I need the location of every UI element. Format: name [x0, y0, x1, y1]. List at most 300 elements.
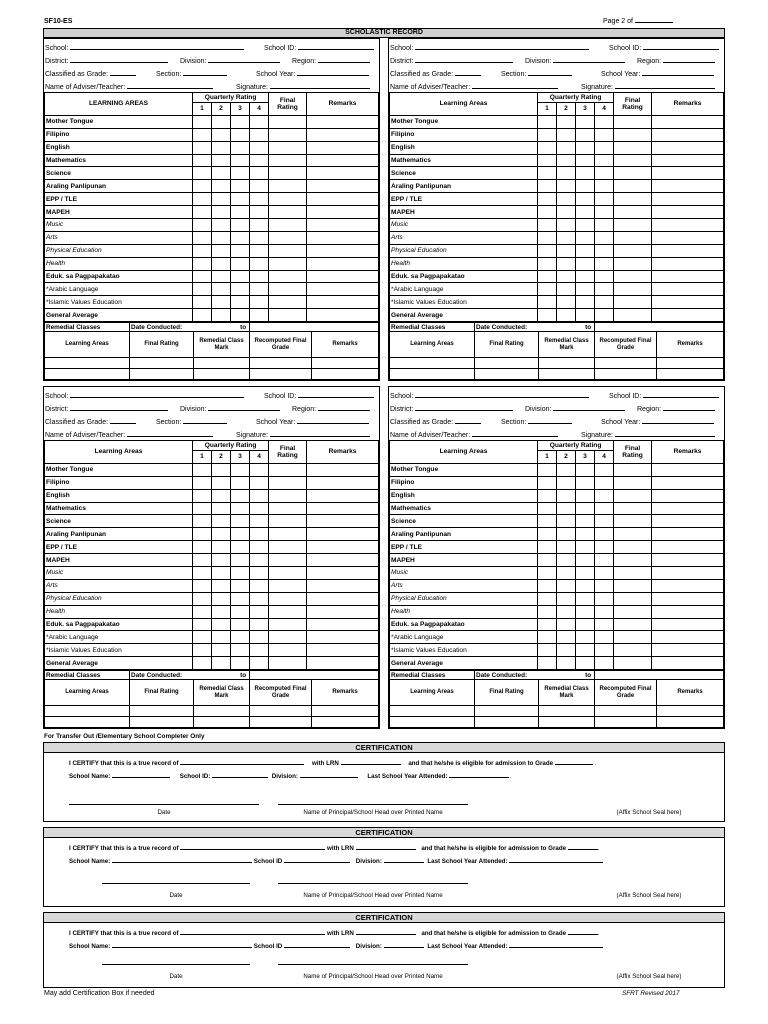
q2-cell[interactable]	[212, 592, 231, 605]
q3-cell[interactable]	[576, 167, 595, 180]
q3-cell[interactable]	[231, 579, 250, 592]
q2-cell[interactable]	[212, 528, 231, 541]
final-rating-cell[interactable]	[269, 631, 307, 644]
q1-cell[interactable]	[193, 592, 212, 605]
grade-field[interactable]	[110, 417, 136, 424]
q4-cell[interactable]	[250, 154, 269, 167]
q2-cell[interactable]	[212, 154, 231, 167]
remarks-cell[interactable]	[307, 296, 379, 309]
q1-cell[interactable]	[193, 270, 212, 283]
rem-cell[interactable]	[390, 706, 475, 717]
lrn-field[interactable]	[341, 759, 401, 765]
final-rating-cell[interactable]	[269, 605, 307, 618]
q1-cell[interactable]	[538, 605, 557, 618]
final-rating-cell[interactable]	[269, 231, 307, 244]
q4-cell[interactable]	[250, 141, 269, 154]
final-rating-cell[interactable]	[614, 554, 652, 567]
q1-cell[interactable]	[193, 644, 212, 657]
q4-cell[interactable]	[595, 257, 614, 270]
q2-cell[interactable]	[212, 244, 231, 257]
division-field[interactable]	[553, 56, 625, 63]
rem-cell[interactable]	[539, 717, 595, 728]
grade-admission-field[interactable]	[568, 929, 598, 935]
q4-cell[interactable]	[250, 244, 269, 257]
final-rating-cell[interactable]	[614, 270, 652, 283]
q1-cell[interactable]	[538, 554, 557, 567]
rem-cell[interactable]	[657, 706, 724, 717]
final-rating-cell[interactable]	[269, 579, 307, 592]
remarks-cell[interactable]	[652, 644, 724, 657]
remarks-cell[interactable]	[652, 541, 724, 554]
q2-cell[interactable]	[212, 270, 231, 283]
q2-cell[interactable]	[557, 296, 576, 309]
q2-cell[interactable]	[557, 180, 576, 193]
school-year-field[interactable]	[297, 417, 369, 424]
grade-field[interactable]	[110, 69, 136, 76]
remarks-cell[interactable]	[307, 283, 379, 296]
final-rating-cell[interactable]	[614, 541, 652, 554]
q3-cell[interactable]	[576, 592, 595, 605]
rem-cell[interactable]	[475, 717, 539, 728]
final-rating-cell[interactable]	[269, 296, 307, 309]
q3-cell[interactable]	[576, 605, 595, 618]
q3-cell[interactable]	[576, 154, 595, 167]
remarks-cell[interactable]	[652, 128, 724, 141]
q1-cell[interactable]	[538, 128, 557, 141]
rem-cell[interactable]	[45, 706, 130, 717]
remarks-cell[interactable]	[652, 528, 724, 541]
q1-cell[interactable]	[538, 528, 557, 541]
q3-cell[interactable]	[576, 141, 595, 154]
q2-cell[interactable]	[557, 193, 576, 206]
rem-cell[interactable]	[595, 358, 657, 369]
q2-cell[interactable]	[557, 244, 576, 257]
q4-cell[interactable]	[250, 541, 269, 554]
q4-cell[interactable]	[250, 554, 269, 567]
rem-cell[interactable]	[390, 358, 475, 369]
final-rating-cell[interactable]	[614, 592, 652, 605]
q2-cell[interactable]	[212, 180, 231, 193]
q2-cell[interactable]	[557, 605, 576, 618]
q2-cell[interactable]	[557, 579, 576, 592]
rem-cell[interactable]	[595, 717, 657, 728]
final-rating-cell[interactable]	[269, 476, 307, 489]
final-rating-cell[interactable]	[614, 257, 652, 270]
q3-cell[interactable]	[231, 592, 250, 605]
rem-cell[interactable]	[130, 369, 194, 380]
q4-cell[interactable]	[595, 541, 614, 554]
q2-cell[interactable]	[212, 193, 231, 206]
cert-last-sy-field[interactable]	[449, 772, 509, 778]
signature-field[interactable]	[270, 430, 370, 437]
rem-cell[interactable]	[539, 706, 595, 717]
q3-cell[interactable]	[576, 463, 595, 476]
q4-cell[interactable]	[250, 193, 269, 206]
final-rating-cell[interactable]	[614, 167, 652, 180]
q3-cell[interactable]	[231, 502, 250, 515]
q3-cell[interactable]	[576, 541, 595, 554]
remarks-cell[interactable]	[307, 115, 379, 128]
principal-signature-line[interactable]	[278, 964, 468, 965]
q1-cell[interactable]	[193, 541, 212, 554]
q2-cell[interactable]	[212, 463, 231, 476]
cert-school-name-field[interactable]	[112, 857, 252, 863]
remarks-cell[interactable]	[307, 128, 379, 141]
q4-cell[interactable]	[595, 180, 614, 193]
q3-cell[interactable]	[576, 193, 595, 206]
final-rating-cell[interactable]	[614, 605, 652, 618]
q3-cell[interactable]	[231, 141, 250, 154]
final-rating-cell[interactable]	[269, 644, 307, 657]
q2-cell[interactable]	[557, 489, 576, 502]
q3-cell[interactable]	[576, 476, 595, 489]
q2-cell[interactable]	[557, 644, 576, 657]
q3-cell[interactable]	[231, 309, 250, 322]
remarks-cell[interactable]	[307, 541, 379, 554]
final-rating-cell[interactable]	[614, 579, 652, 592]
q3-cell[interactable]	[231, 167, 250, 180]
q4-cell[interactable]	[250, 180, 269, 193]
final-rating-cell[interactable]	[614, 244, 652, 257]
remarks-cell[interactable]	[652, 502, 724, 515]
remarks-cell[interactable]	[307, 592, 379, 605]
division-field[interactable]	[553, 404, 625, 411]
q1-cell[interactable]	[538, 463, 557, 476]
learner-name-field[interactable]	[180, 759, 304, 765]
school-id-field[interactable]	[298, 43, 374, 50]
q2-cell[interactable]	[557, 141, 576, 154]
q3-cell[interactable]	[576, 489, 595, 502]
remarks-cell[interactable]	[652, 296, 724, 309]
q2-cell[interactable]	[212, 618, 231, 631]
section-field[interactable]	[183, 69, 227, 76]
rem-cell[interactable]	[250, 706, 312, 717]
q1-cell[interactable]	[538, 219, 557, 232]
remarks-cell[interactable]	[307, 270, 379, 283]
q4-cell[interactable]	[595, 231, 614, 244]
cert-school-name-field[interactable]	[112, 942, 252, 948]
date-signature-line[interactable]	[102, 964, 250, 965]
q4-cell[interactable]	[595, 193, 614, 206]
remarks-cell[interactable]	[307, 180, 379, 193]
q4-cell[interactable]	[250, 605, 269, 618]
remarks-cell[interactable]	[307, 579, 379, 592]
remarks-cell[interactable]	[307, 618, 379, 631]
section-field[interactable]	[528, 69, 572, 76]
q2-cell[interactable]	[212, 657, 231, 670]
q2-cell[interactable]	[557, 657, 576, 670]
q1-cell[interactable]	[193, 231, 212, 244]
rem-cell[interactable]	[45, 358, 130, 369]
q3-cell[interactable]	[576, 502, 595, 515]
q1-cell[interactable]	[193, 309, 212, 322]
q2-cell[interactable]	[212, 644, 231, 657]
final-rating-cell[interactable]	[614, 219, 652, 232]
rem-cell[interactable]	[130, 706, 194, 717]
q4-cell[interactable]	[595, 476, 614, 489]
q4-cell[interactable]	[595, 206, 614, 219]
remarks-cell[interactable]	[307, 463, 379, 476]
rem-cell[interactable]	[312, 358, 379, 369]
q3-cell[interactable]	[576, 579, 595, 592]
remarks-cell[interactable]	[652, 605, 724, 618]
q3-cell[interactable]	[231, 631, 250, 644]
q3-cell[interactable]	[231, 296, 250, 309]
q4-cell[interactable]	[595, 154, 614, 167]
remarks-cell[interactable]	[307, 231, 379, 244]
q4-cell[interactable]	[595, 502, 614, 515]
q3-cell[interactable]	[231, 206, 250, 219]
rem-cell[interactable]	[475, 706, 539, 717]
school-field[interactable]	[70, 43, 244, 50]
cert-division-field[interactable]	[384, 857, 424, 863]
final-rating-cell[interactable]	[269, 180, 307, 193]
q1-cell[interactable]	[538, 515, 557, 528]
rem-cell[interactable]	[312, 706, 379, 717]
q1-cell[interactable]	[193, 657, 212, 670]
school-year-field[interactable]	[642, 69, 714, 76]
q1-cell[interactable]	[193, 180, 212, 193]
q3-cell[interactable]	[576, 567, 595, 580]
final-rating-cell[interactable]	[269, 554, 307, 567]
remarks-cell[interactable]	[307, 244, 379, 257]
rem-cell[interactable]	[194, 369, 250, 380]
final-rating-cell[interactable]	[269, 244, 307, 257]
q1-cell[interactable]	[193, 206, 212, 219]
q3-cell[interactable]	[231, 115, 250, 128]
cert-school-id-field[interactable]	[212, 772, 268, 778]
q3-cell[interactable]	[231, 605, 250, 618]
final-rating-cell[interactable]	[269, 489, 307, 502]
q1-cell[interactable]	[538, 115, 557, 128]
rem-cell[interactable]	[657, 358, 724, 369]
grade-admission-field[interactable]	[555, 759, 593, 765]
q4-cell[interactable]	[250, 657, 269, 670]
q4-cell[interactable]	[250, 528, 269, 541]
q3-cell[interactable]	[576, 180, 595, 193]
cert-last-sy-field[interactable]	[509, 857, 603, 863]
q2-cell[interactable]	[557, 115, 576, 128]
learner-name-field[interactable]	[180, 844, 325, 850]
remarks-cell[interactable]	[652, 554, 724, 567]
final-rating-cell[interactable]	[269, 567, 307, 580]
remarks-cell[interactable]	[307, 476, 379, 489]
q1-cell[interactable]	[193, 115, 212, 128]
final-rating-cell[interactable]	[614, 618, 652, 631]
cert-division-field[interactable]	[300, 772, 358, 778]
final-rating-cell[interactable]	[614, 528, 652, 541]
remarks-cell[interactable]	[307, 206, 379, 219]
q1-cell[interactable]	[193, 167, 212, 180]
q1-cell[interactable]	[193, 219, 212, 232]
q1-cell[interactable]	[538, 206, 557, 219]
q4-cell[interactable]	[595, 309, 614, 322]
final-rating-cell[interactable]	[269, 270, 307, 283]
final-rating-cell[interactable]	[269, 206, 307, 219]
final-rating-cell[interactable]	[614, 296, 652, 309]
final-rating-cell[interactable]	[269, 257, 307, 270]
final-rating-cell[interactable]	[614, 463, 652, 476]
q2-cell[interactable]	[212, 283, 231, 296]
q4-cell[interactable]	[595, 579, 614, 592]
q2-cell[interactable]	[212, 476, 231, 489]
date-signature-line[interactable]	[69, 804, 259, 805]
q3-cell[interactable]	[231, 644, 250, 657]
grade-field[interactable]	[455, 417, 481, 424]
rem-cell[interactable]	[539, 369, 595, 380]
school-id-field[interactable]	[643, 391, 719, 398]
q2-cell[interactable]	[212, 141, 231, 154]
q1-cell[interactable]	[538, 193, 557, 206]
remarks-cell[interactable]	[652, 618, 724, 631]
final-rating-cell[interactable]	[269, 463, 307, 476]
q3-cell[interactable]	[576, 219, 595, 232]
q1-cell[interactable]	[193, 489, 212, 502]
section-field[interactable]	[183, 417, 227, 424]
rem-cell[interactable]	[475, 369, 539, 380]
q3-cell[interactable]	[576, 257, 595, 270]
q2-cell[interactable]	[557, 541, 576, 554]
q2-cell[interactable]	[212, 515, 231, 528]
remarks-cell[interactable]	[307, 309, 379, 322]
q1-cell[interactable]	[538, 296, 557, 309]
q2-cell[interactable]	[212, 605, 231, 618]
q4-cell[interactable]	[250, 579, 269, 592]
final-rating-cell[interactable]	[269, 541, 307, 554]
q4-cell[interactable]	[595, 296, 614, 309]
q4-cell[interactable]	[595, 644, 614, 657]
remarks-cell[interactable]	[652, 463, 724, 476]
final-rating-cell[interactable]	[614, 206, 652, 219]
school-id-field[interactable]	[643, 43, 719, 50]
rem-cell[interactable]	[250, 358, 312, 369]
remarks-cell[interactable]	[652, 193, 724, 206]
page-total-blank[interactable]	[635, 22, 673, 23]
q1-cell[interactable]	[538, 244, 557, 257]
q3-cell[interactable]	[231, 618, 250, 631]
q2-cell[interactable]	[557, 567, 576, 580]
q4-cell[interactable]	[595, 115, 614, 128]
q4-cell[interactable]	[250, 270, 269, 283]
final-rating-cell[interactable]	[269, 167, 307, 180]
remarks-cell[interactable]	[652, 257, 724, 270]
q4-cell[interactable]	[250, 206, 269, 219]
q4-cell[interactable]	[595, 554, 614, 567]
q1-cell[interactable]	[193, 463, 212, 476]
q2-cell[interactable]	[212, 219, 231, 232]
q2-cell[interactable]	[212, 167, 231, 180]
learner-name-field[interactable]	[180, 929, 325, 935]
q1-cell[interactable]	[193, 567, 212, 580]
lrn-field[interactable]	[356, 844, 416, 850]
principal-signature-line[interactable]	[278, 804, 468, 805]
rem-cell[interactable]	[657, 717, 724, 728]
grade-admission-field[interactable]	[568, 844, 598, 850]
q2-cell[interactable]	[212, 631, 231, 644]
remarks-cell[interactable]	[652, 115, 724, 128]
q3-cell[interactable]	[231, 244, 250, 257]
q3-cell[interactable]	[576, 270, 595, 283]
rem-cell[interactable]	[194, 706, 250, 717]
final-rating-cell[interactable]	[614, 231, 652, 244]
q2-cell[interactable]	[212, 541, 231, 554]
q3-cell[interactable]	[576, 644, 595, 657]
remarks-cell[interactable]	[652, 231, 724, 244]
q3-cell[interactable]	[231, 283, 250, 296]
final-rating-cell[interactable]	[614, 141, 652, 154]
q3-cell[interactable]	[231, 270, 250, 283]
q4-cell[interactable]	[595, 463, 614, 476]
remarks-cell[interactable]	[307, 502, 379, 515]
q4-cell[interactable]	[595, 128, 614, 141]
remarks-cell[interactable]	[307, 605, 379, 618]
school-field[interactable]	[415, 391, 589, 398]
signature-field[interactable]	[615, 82, 715, 89]
q4-cell[interactable]	[250, 219, 269, 232]
remarks-cell[interactable]	[307, 631, 379, 644]
remarks-cell[interactable]	[652, 631, 724, 644]
remarks-cell[interactable]	[652, 567, 724, 580]
remarks-cell[interactable]	[652, 180, 724, 193]
q2-cell[interactable]	[557, 154, 576, 167]
q4-cell[interactable]	[595, 489, 614, 502]
q1-cell[interactable]	[538, 592, 557, 605]
remarks-cell[interactable]	[652, 283, 724, 296]
q3-cell[interactable]	[231, 128, 250, 141]
division-field[interactable]	[208, 56, 280, 63]
q1-cell[interactable]	[193, 257, 212, 270]
cert-division-field[interactable]	[384, 942, 424, 948]
final-rating-cell[interactable]	[269, 309, 307, 322]
q2-cell[interactable]	[557, 502, 576, 515]
rem-cell[interactable]	[657, 369, 724, 380]
q3-cell[interactable]	[576, 657, 595, 670]
q3-cell[interactable]	[231, 476, 250, 489]
final-rating-cell[interactable]	[269, 128, 307, 141]
q2-cell[interactable]	[557, 476, 576, 489]
region-field[interactable]	[318, 404, 370, 411]
remarks-cell[interactable]	[307, 567, 379, 580]
q2-cell[interactable]	[557, 631, 576, 644]
final-rating-cell[interactable]	[614, 489, 652, 502]
q2-cell[interactable]	[212, 489, 231, 502]
q2-cell[interactable]	[557, 270, 576, 283]
rem-cell[interactable]	[539, 358, 595, 369]
q1-cell[interactable]	[193, 193, 212, 206]
rem-cell[interactable]	[130, 717, 194, 728]
remarks-cell[interactable]	[307, 528, 379, 541]
q1-cell[interactable]	[538, 489, 557, 502]
q3-cell[interactable]	[231, 154, 250, 167]
q3-cell[interactable]	[576, 515, 595, 528]
district-field[interactable]	[70, 56, 168, 63]
q4-cell[interactable]	[250, 309, 269, 322]
rem-cell[interactable]	[45, 369, 130, 380]
q1-cell[interactable]	[538, 283, 557, 296]
q1-cell[interactable]	[193, 296, 212, 309]
q4-cell[interactable]	[250, 128, 269, 141]
q4-cell[interactable]	[595, 270, 614, 283]
q4-cell[interactable]	[250, 567, 269, 580]
final-rating-cell[interactable]	[269, 115, 307, 128]
q2-cell[interactable]	[212, 206, 231, 219]
q1-cell[interactable]	[193, 141, 212, 154]
q2-cell[interactable]	[557, 528, 576, 541]
remarks-cell[interactable]	[307, 554, 379, 567]
cert-school-id-field[interactable]	[284, 942, 350, 948]
region-field[interactable]	[663, 404, 715, 411]
final-rating-cell[interactable]	[269, 154, 307, 167]
